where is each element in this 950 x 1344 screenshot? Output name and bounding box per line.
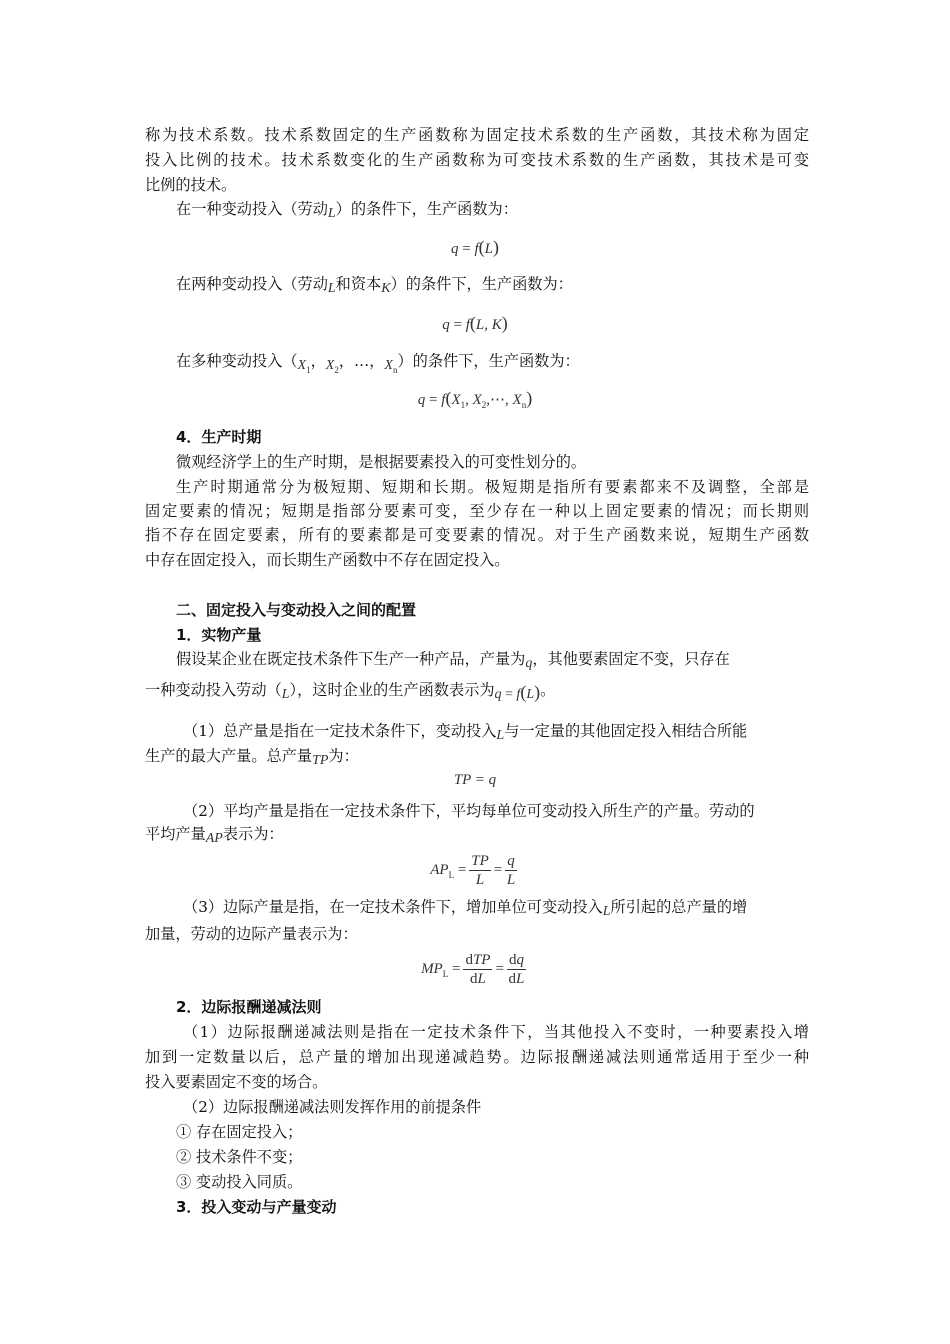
equation-one-variable: q = f(L) (451, 237, 499, 257)
paragraph-line: 微观经济学上的生产时期，是根据要素投入的可变性划分的。 (176, 453, 587, 471)
equation-average-product: $AP_L$ = $\frac{TP}{L}$ = $\frac{q}{L}$ (430, 853, 516, 888)
paragraph-line: 比例的技术。 (145, 176, 237, 194)
paragraph-line: 指不存在固定要素，所有的要素都是可变要素的情况。对于生产函数来说，短期生产函数 (145, 526, 809, 544)
equation-multi-variable: $q = f(X_1$, $X_2,\cdots$, $X_n$) (417, 388, 533, 410)
paragraph-line: （1）总产量是指在一定技术条件下，变动投入L与一定量的其他固定投入相结合所能 (183, 722, 748, 743)
section-heading: 4．生产时期 (176, 428, 262, 446)
list-item: ① 存在固定投入； (176, 1123, 303, 1141)
paragraph-line: 中存在固定投入，而长期生产函数中不存在固定投入。 (145, 551, 510, 569)
one-variable-sentence: 在一种变动投入（劳动L）的条件下，生产函数为： (176, 200, 518, 221)
multi-variable-sentence: 在多种变动投入（$X_1$，$X_2$，…，$X_n$）的条件下，生产函数为： (176, 352, 580, 375)
paragraph-line: 一种变动投入劳动（L），这时企业的生产函数表示为q = f(L)。 (145, 681, 556, 702)
paragraph-line: 称为技术系数。技术系数固定的生产函数称为固定技术系数的生产函数，其技术称为固定 (145, 126, 809, 144)
two-variable-sentence: 在两种变动投入（劳动L和资本K）的条件下，生产函数为： (176, 275, 573, 296)
section-heading: 2．边际报酬递减法则 (176, 998, 322, 1016)
equation-marginal-product: $MP_L$ = $\frac{\text{dTP}}{dL}$ = $\frac{dq}{dL}$ (421, 952, 525, 987)
paragraph-line: 投入要素固定不变的场合。 (145, 1073, 328, 1091)
section-heading: 1．实物产量 (176, 626, 262, 644)
list-item: ② 技术条件不变； (176, 1148, 303, 1166)
paragraph-line: 生产的最大产量。总产量TP为： (145, 747, 359, 768)
paragraph-line: （1）边际报酬递减法则是指在一定技术条件下，当其他投入不变时，一种要素投入增 (183, 1023, 809, 1041)
equation-two-variables: q = f(L, K) (442, 313, 508, 333)
list-item: ③ 变动投入同质。 (176, 1173, 303, 1191)
paragraph-line: 加量，劳动的边际产量表示为： (145, 925, 358, 943)
paragraph-line: 固定要素的情况；短期是指部分要素可变，至少存在一种以上固定要素的情况；而长期则 (145, 502, 809, 520)
paragraph-line: 平均产量AP表示为： (145, 825, 284, 846)
paragraph-line: 假设某企业在既定技术条件下生产一种产品，产量为q，其他要素固定不变，只存在 (176, 650, 730, 671)
section-heading: 3．投入变动与产量变动 (176, 1198, 337, 1216)
paragraph-line: （2）平均产量是指在一定技术条件下，平均每单位可变动投入所生产的产量。劳动的 (183, 802, 755, 820)
equation-total-product: TP = q (453, 772, 497, 788)
paragraph-line: 加到一定数量以后，总产量的增加出现递减趋势。边际报酬递减法则通常适用于至少一种 (145, 1048, 809, 1066)
paragraph-line: 投入比例的技术。技术系数变化的生产函数称为可变技术系数的生产函数，其技术是可变 (145, 151, 809, 169)
part-heading: 二、固定投入与变动投入之间的配置 (176, 601, 417, 619)
paragraph-line: （3）边际产量是指，在一定技术条件下，增加单位可变动投入L所引起的总产量的增 (183, 898, 748, 919)
paragraph-line: （2）边际报酬递减法则发挥作用的前提条件 (183, 1098, 482, 1116)
paragraph-line: 生产时期通常分为极短期、短期和长期。极短期是指所有要素都来不及调整，全部是 (176, 478, 809, 496)
